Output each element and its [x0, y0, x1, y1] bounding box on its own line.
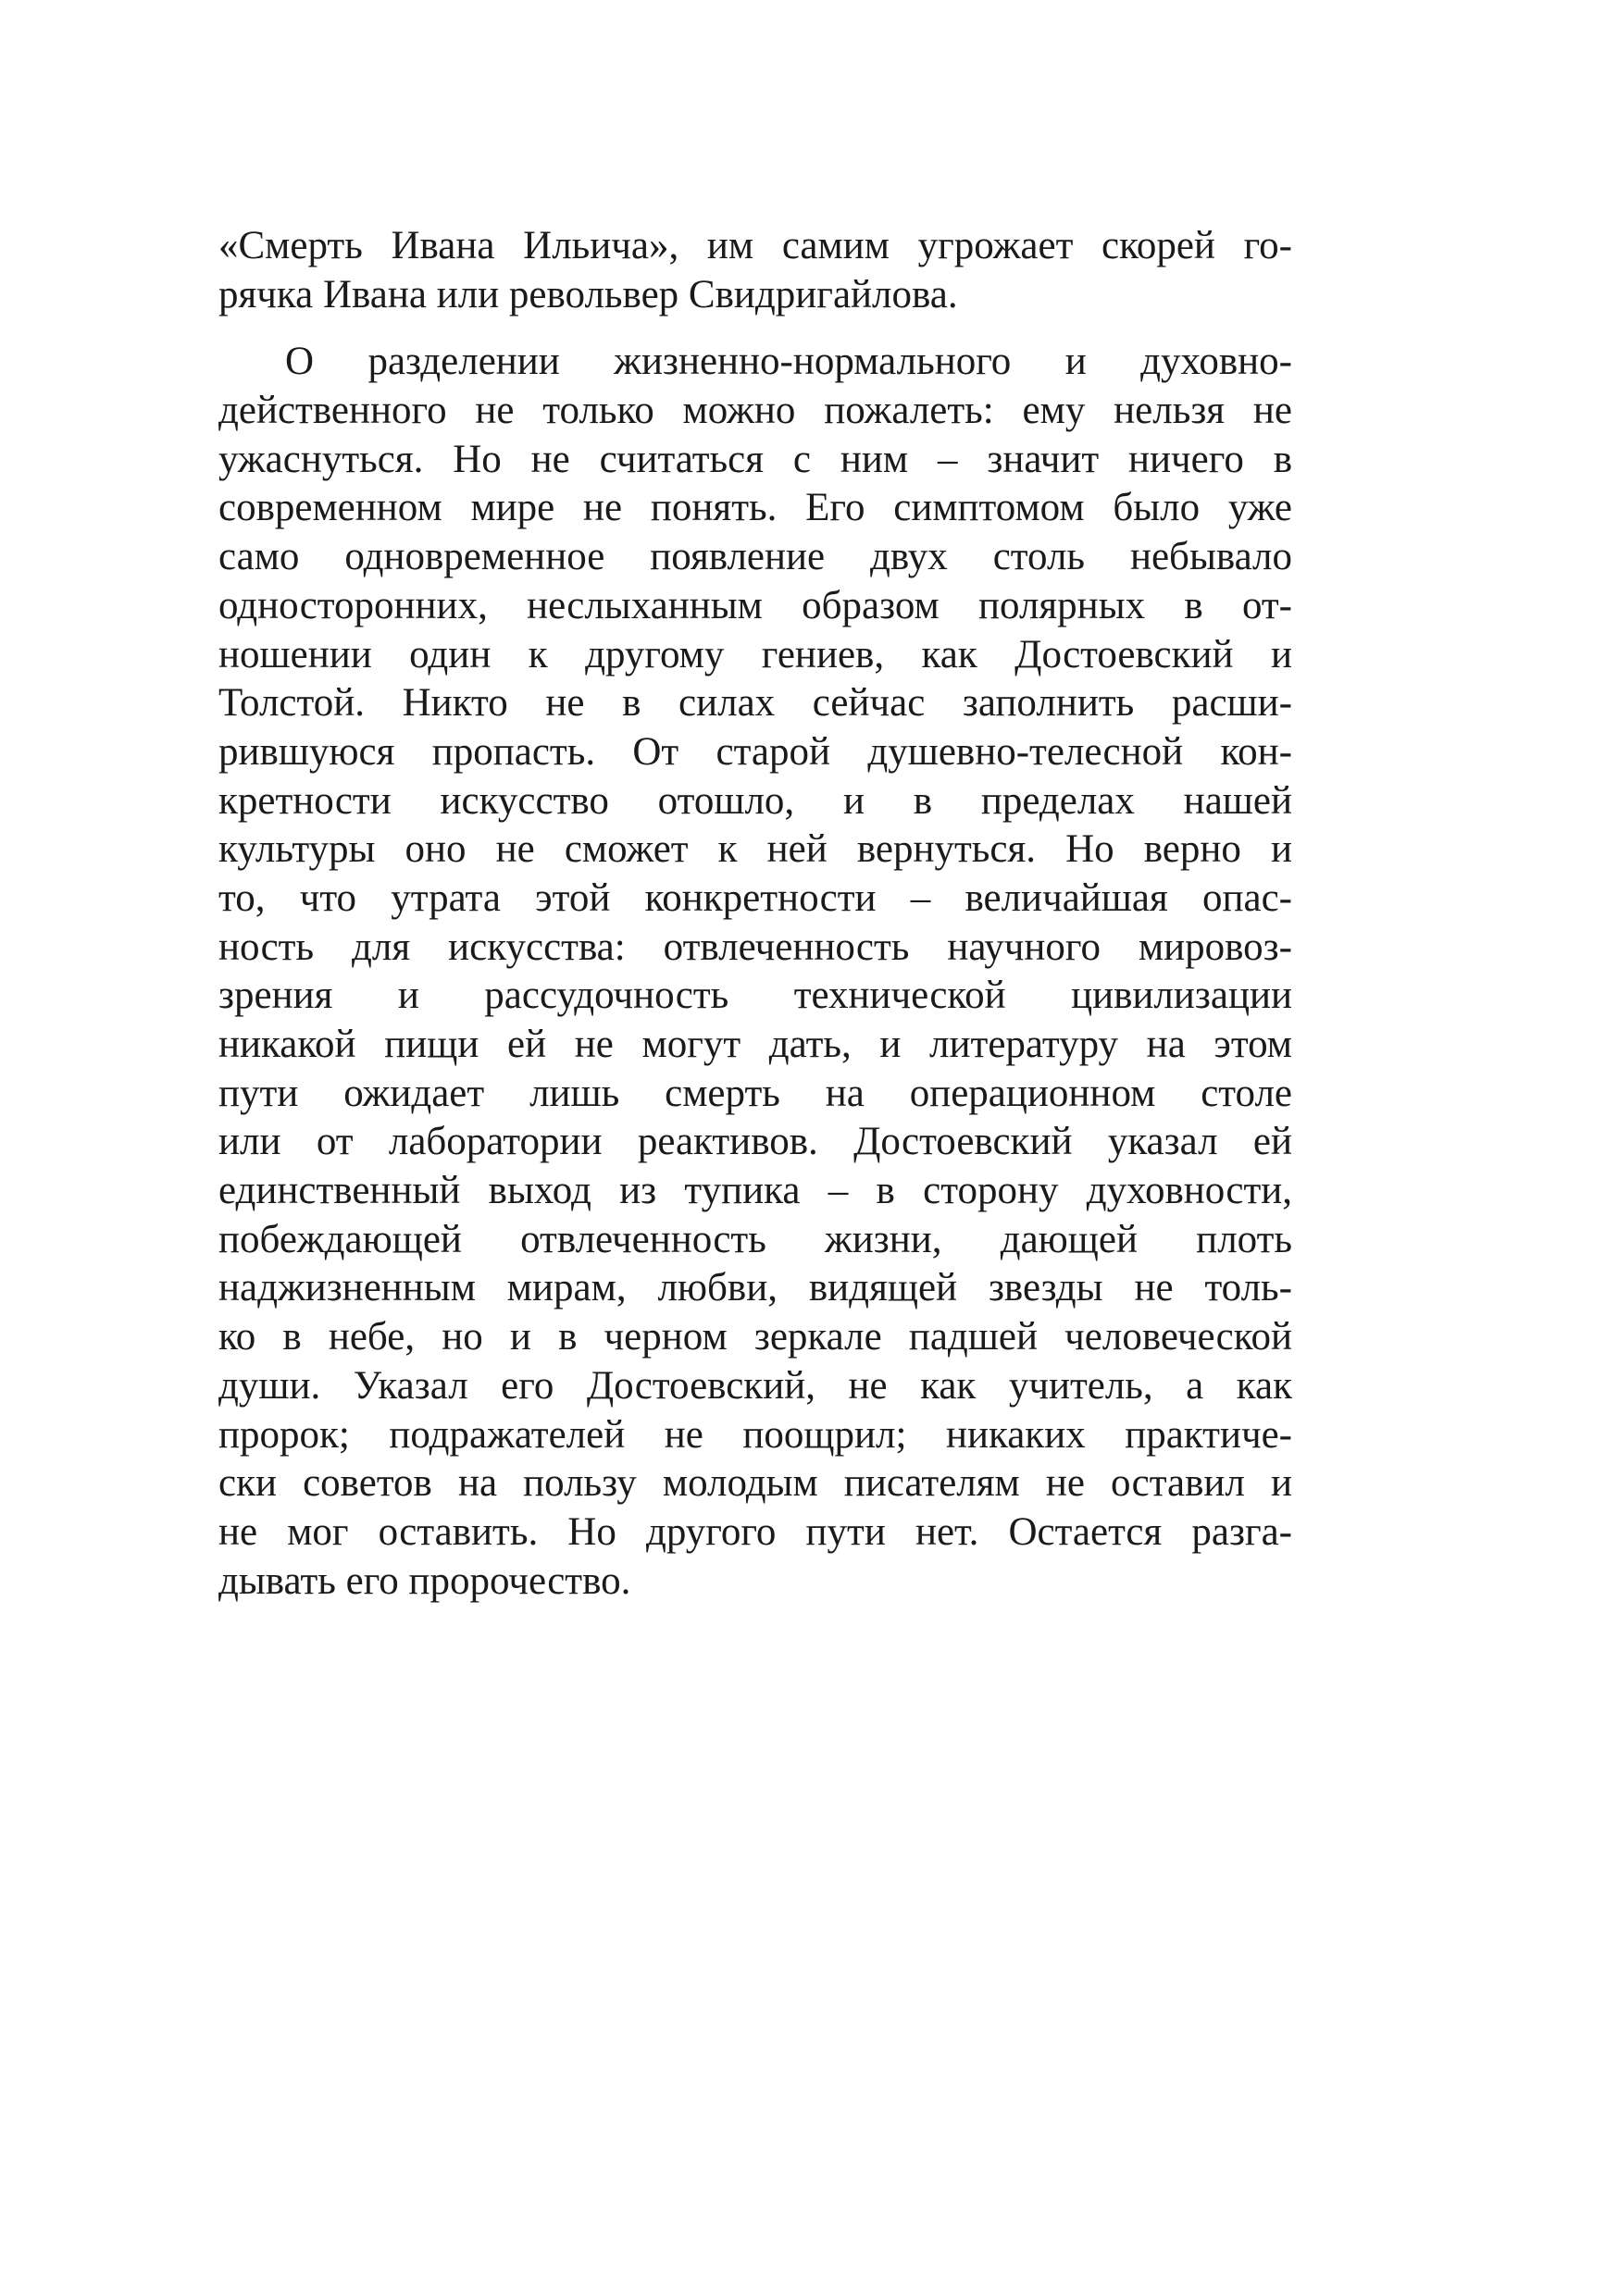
text-line: зрения и рассудочность технической цивилизации: [218, 974, 1292, 1018]
text-line: рячка Ивана или револьвер Свидригайлова.: [218, 272, 958, 316]
text-line: само одновременное появление двух столь небывало: [218, 535, 1292, 579]
paragraph: [218, 222, 1292, 319]
text-line: односторонних, неслыханным образом полярных в от-: [218, 583, 1292, 627]
text-line: современном мире не понять. Его симптомом было уже: [218, 486, 1292, 530]
body-text: [218, 222, 1292, 1606]
text-line: Толстой. Никто не в силах сейчас заполнить расши-: [218, 681, 1292, 726]
text-line: ность для искусства: отвлеченность научного мировоз-: [218, 925, 1292, 969]
text-line: ко в небе, но и в черном зеркале падшей человеческой: [218, 1315, 1292, 1359]
text-line: «Смерть Ивана Ильича», им самим угрожает скорей го-: [218, 224, 1292, 267]
text-line: не мог оставить. Но другого пути нет. Остается разга-: [218, 1509, 1292, 1554]
paragraph: [218, 338, 1292, 1606]
text-line: ски советов на пользу молодым писателям не оставил и: [218, 1461, 1292, 1506]
text-line: ношении один к другому гениев, как Достоевский и: [218, 632, 1292, 676]
text-line: пути ожидает лишь смерть на операционном столе: [218, 1071, 1292, 1115]
text-line: души. Указал его Достоевский, не как учитель, а как: [218, 1363, 1292, 1408]
text-line: побеждающей отвлеченность жизни, дающей плоть: [218, 1217, 1292, 1261]
text-line: кретности искусство отошло, и в пределах нашей: [218, 778, 1292, 823]
text-line: единственный выход из тупика – в сторону духовности,: [218, 1169, 1292, 1213]
text-line: пророк; подражателей не поощрил; никаких практиче-: [218, 1412, 1292, 1457]
text-line: ужаснуться. Но не считаться с ним – значит ничего в: [218, 437, 1292, 481]
text-line: культуры оно не сможет к ней вернуться. Но верно и: [218, 827, 1292, 872]
text-line: О разделении жизненно-нормального и духовно-: [285, 340, 1292, 384]
text-line: дывать его пророчество.: [218, 1558, 631, 1603]
text-line: то, что утрата этой конкретности – величайшая опас-: [218, 875, 1292, 920]
text-line: действенного не только можно пожалеть: ему нельзя не: [218, 389, 1292, 433]
text-line: никакой пищи ей не могут дать, и литературу на этом: [218, 1023, 1292, 1066]
paragraph-spacer: [218, 319, 1292, 338]
text-line: наджизненным мирам, любви, видящей звезды не толь-: [218, 1266, 1292, 1310]
text-line: или от лаборатории реактивов. Достоевский указал ей: [218, 1120, 1292, 1164]
text-line: рившуюся пропасть. От старой душевно-телесной кон-: [218, 729, 1292, 774]
